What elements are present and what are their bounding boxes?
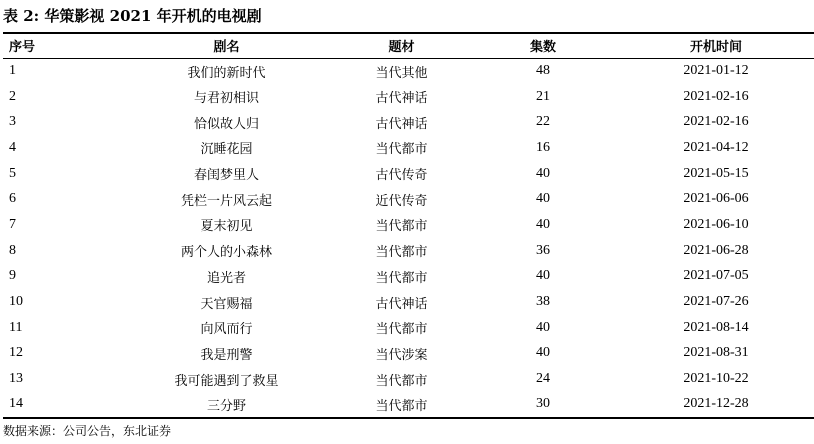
header-episodes: 集数 — [469, 33, 617, 58]
table-row — [3, 238, 814, 264]
cell-episodes: 40 — [536, 165, 550, 181]
cell-genre: 当代其他 — [375, 65, 428, 81]
cell-title: 沉睡花园 — [200, 142, 253, 158]
cell-index: 5 — [9, 165, 16, 181]
cell-start-date: 2021-06-28 — [683, 242, 749, 258]
cell-start-date: 2021-05-15 — [683, 165, 749, 181]
cell-index: 4 — [9, 139, 16, 155]
table-row — [3, 289, 814, 315]
table-row — [3, 341, 814, 367]
cell-episodes: 16 — [536, 139, 550, 155]
cell-genre: 古代神话 — [375, 91, 428, 107]
cell-genre: 当代都市 — [375, 270, 428, 286]
cell-index: 13 — [9, 371, 23, 387]
table-row — [3, 84, 814, 110]
cell-episodes: 21 — [536, 88, 550, 104]
header-start-date: 开机时间 — [617, 33, 814, 58]
table-header — [3, 33, 814, 58]
cell-genre: 当代都市 — [375, 322, 428, 338]
cell-episodes: 40 — [536, 345, 550, 361]
cell-start-date: 2021-08-31 — [683, 345, 749, 361]
table-row — [3, 135, 814, 161]
cell-episodes: 48 — [536, 63, 550, 79]
header-index: 序号 — [3, 33, 119, 58]
table-caption: 表 2: 华策影视 2021 年开机的电视剧 — [3, 7, 262, 25]
cell-episodes: 40 — [536, 191, 550, 207]
cell-start-date: 2021-04-12 — [683, 139, 749, 155]
table-row — [3, 58, 814, 84]
cell-index: 9 — [9, 268, 16, 284]
cell-start-date: 2021-10-22 — [683, 371, 749, 387]
cell-start-date: 2021-02-16 — [683, 114, 749, 130]
cell-title: 追光者 — [206, 270, 246, 286]
cell-title: 天官赐福 — [200, 296, 253, 312]
table-row — [3, 315, 814, 341]
cell-start-date: 2021-02-16 — [683, 88, 749, 104]
cell-episodes: 36 — [536, 242, 550, 258]
table-row — [3, 212, 814, 238]
cell-title: 与君初相识 — [193, 91, 259, 107]
cell-index: 1 — [9, 63, 16, 79]
cell-title: 春闺梦里人 — [193, 168, 259, 184]
cell-episodes: 38 — [536, 294, 550, 310]
cell-genre: 古代传奇 — [375, 168, 428, 184]
table-row — [3, 109, 814, 135]
cell-start-date: 2021-06-10 — [683, 216, 749, 232]
cell-episodes: 40 — [536, 319, 550, 335]
cell-episodes: 40 — [536, 268, 550, 284]
cell-index: 8 — [9, 242, 16, 258]
cell-title: 凭栏一片风云起 — [180, 193, 272, 209]
cell-index: 11 — [9, 319, 23, 335]
cell-index: 2 — [9, 88, 16, 104]
cell-genre: 当代都市 — [375, 142, 428, 158]
cell-start-date: 2021-01-12 — [683, 63, 749, 79]
header-title: 剧名 — [119, 33, 334, 58]
cell-episodes: 30 — [469, 392, 617, 418]
cell-title: 我可能遇到了救星 — [174, 373, 279, 389]
cell-start-date: 2021-08-14 — [683, 319, 749, 335]
source-note: 数据来源：公司公告，东北证券 — [3, 424, 172, 438]
cell-title: 恰似故人归 — [193, 116, 259, 132]
cell-start-date: 2021-07-05 — [683, 268, 749, 284]
cell-index: 6 — [9, 191, 16, 207]
cell-title: 两个人的小森林 — [180, 245, 272, 261]
cell-episodes: 40 — [536, 216, 550, 232]
cell-index: 14 — [3, 392, 119, 418]
table-container — [3, 32, 809, 419]
table-row — [3, 392, 814, 418]
cell-title: 夏末初见 — [200, 219, 253, 235]
cell-index: 10 — [9, 294, 23, 310]
table-row — [3, 264, 814, 290]
cell-episodes: 24 — [536, 371, 550, 387]
table-row — [3, 186, 814, 212]
table-row — [3, 161, 814, 187]
table-body — [3, 58, 814, 418]
cell-index: 7 — [9, 216, 16, 232]
cell-genre: 古代神话 — [375, 296, 428, 312]
table-row — [3, 366, 814, 392]
drama-table — [3, 32, 814, 419]
cell-index: 12 — [9, 345, 23, 361]
cell-genre: 当代都市 — [375, 245, 428, 261]
cell-genre: 当代都市 — [375, 373, 428, 389]
cell-title: 三分野 — [119, 392, 334, 418]
cell-genre: 近代传奇 — [375, 193, 428, 209]
cell-episodes: 22 — [536, 114, 550, 130]
cell-start-date: 2021-06-06 — [683, 191, 749, 207]
cell-title: 我是刑警 — [200, 347, 253, 363]
cell-start-date: 2021-07-26 — [683, 294, 749, 310]
cell-genre: 当代涉案 — [375, 347, 428, 363]
cell-genre: 当代都市 — [334, 392, 469, 418]
cell-index: 3 — [9, 114, 16, 130]
cell-title: 向风而行 — [200, 322, 253, 338]
header-genre: 题材 — [334, 33, 469, 58]
cell-title: 我们的新时代 — [187, 65, 266, 81]
cell-start-date: 2021-12-28 — [617, 392, 814, 418]
header-row — [3, 33, 814, 58]
cell-genre: 当代都市 — [375, 219, 428, 235]
cell-genre: 古代神话 — [375, 116, 428, 132]
